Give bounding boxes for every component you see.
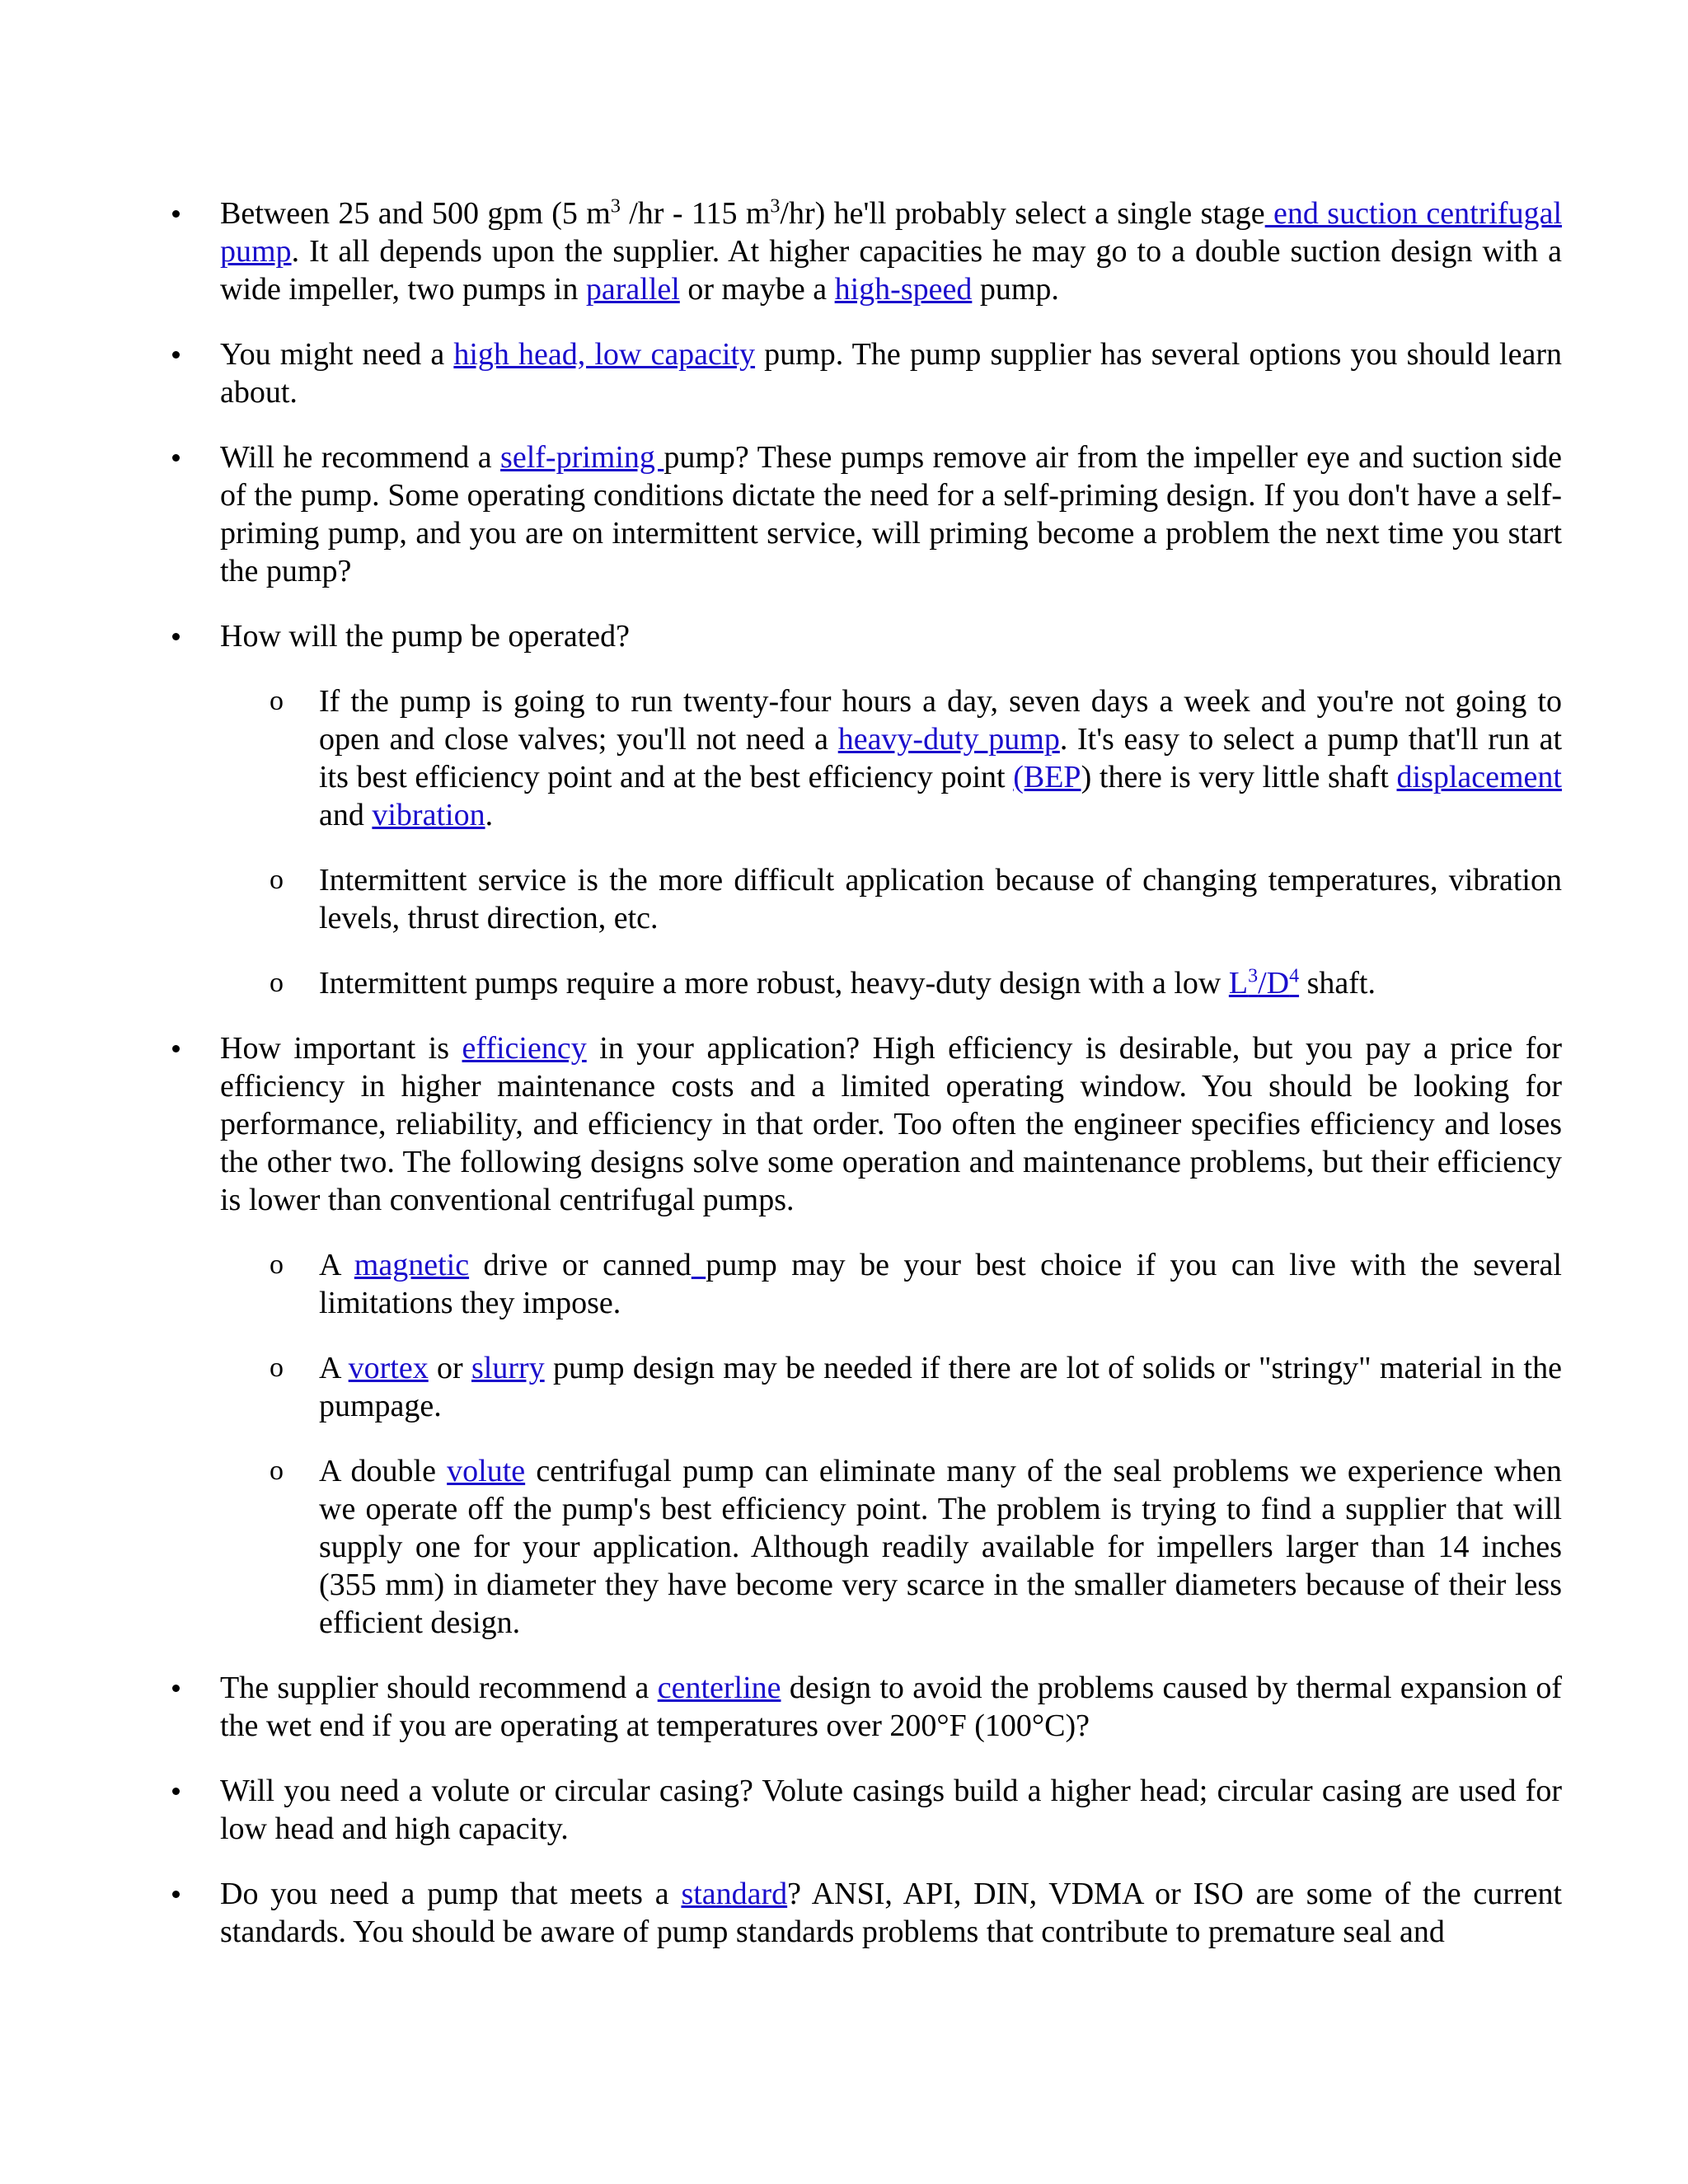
hyperlink[interactable]: heavy-duty pump: [837, 722, 1060, 757]
list-item-text: [220, 1774, 1562, 1846]
hyperlink[interactable]: magnetic: [354, 1248, 470, 1282]
hyperlink[interactable]: efficiency: [462, 1031, 587, 1066]
bullet-disc-icon: [172, 1045, 180, 1052]
hyperlink[interactable]: volute: [447, 1454, 526, 1488]
text-run: ? ANSI, API, DIN, VDMA or ISO are some of the current standards. You should be aware of pump standards problems that contribute to premature seal and: [220, 1877, 1562, 1949]
sub-list-item: [169, 1452, 1562, 1642]
hyperlink-superscript[interactable]: [1289, 966, 1299, 1001]
bullet-disc-icon: [172, 1891, 180, 1898]
list-item-text: [220, 1877, 1562, 1949]
list-item-text: [220, 1031, 1562, 1217]
text-run: .: [485, 798, 494, 832]
text-run: pump may be your best choice if you can live with the several limitations they impose.: [319, 1248, 1562, 1320]
text-run: Do you need a pump that meets a: [220, 1877, 682, 1911]
text-run: Between 25 and 500 gpm (5 m: [220, 196, 611, 231]
text-run: If the pump is going to run twenty-four hours a day, seven days a week and you're not going to open and close valves; you'll not need a: [319, 684, 1562, 757]
list-item: [169, 1669, 1562, 1745]
list-item-text: [220, 440, 1562, 588]
hyperlink[interactable]: L: [1228, 966, 1249, 1001]
circle-bullet-icon: o: [270, 686, 284, 716]
text-run: Will you need a volute or circular casing? Volute casings build a higher head; circular casing are used for low head and high capacity.: [220, 1774, 1562, 1846]
bullet-disc-icon: [172, 210, 180, 218]
circle-bullet-icon: o: [270, 1455, 284, 1486]
sub-list-item-text: [319, 684, 1562, 832]
sub-list-item-text: [319, 966, 1376, 1001]
text-run: A: [319, 1248, 354, 1282]
list-item-text: [220, 1671, 1562, 1743]
hyperlink[interactable]: end suction centrifugal pump: [220, 196, 1563, 269]
text-run: How important is: [220, 1031, 462, 1066]
list-item: [169, 335, 1562, 411]
sub-list-item: [169, 861, 1562, 937]
hyperlink[interactable]: centerline: [657, 1671, 781, 1705]
text-run: pump.: [972, 272, 1059, 307]
text-run: . It's easy to select a pump that'll run at its best efficiency point and at the best efficiency point: [319, 722, 1562, 794]
list-item-text: [220, 619, 630, 654]
text-run: Intermittent pumps require a more robust, heavy-duty design with a low: [319, 966, 1229, 1001]
text-run: pump? These pumps remove air from the impeller eye and suction side of the pump. Some operating conditions dictate the need for a self-priming design. If you don't have a self-priming pump, and you are on intermittent service, will priming become a problem the next time you start the pump?: [220, 440, 1562, 588]
text-run: pump design may be needed if there are lot of solids or "stringy" material in the pumpage.: [319, 1351, 1562, 1423]
sub-list-item-text: [319, 1248, 1562, 1320]
sub-bullet-list: [220, 682, 1562, 1002]
text-run: How will the pump be operated?: [220, 619, 631, 654]
sub-list-item-text: [319, 1454, 1562, 1640]
sub-list-item-text: [319, 863, 1562, 935]
hyperlink[interactable]: vibration: [372, 798, 485, 832]
text-run: or maybe a: [679, 272, 835, 307]
list-item: [169, 1029, 1562, 1642]
hyperlink[interactable]: high-speed: [834, 272, 973, 307]
text-run: A: [319, 1351, 349, 1385]
hyperlink[interactable]: /D: [1258, 966, 1290, 1001]
list-item-text: [220, 196, 1562, 307]
text-run: in your application? High efficiency is desirable, but you pay a price for efficiency in higher maintenance costs and a limited operating window. You should be looking for performance, reliability, and efficiency in that order. Too often the engineer specifies efficiency and loses the other two. The following designs solve some operation and maintenance problems, but their efficiency is lower than conventional centrifugal pumps.: [220, 1031, 1562, 1217]
superscript: 3: [770, 195, 781, 218]
document-body: [169, 194, 1562, 1978]
text-run: drive or canned: [469, 1248, 692, 1282]
circle-bullet-icon: o: [270, 1352, 284, 1383]
text-run: centrifugal pump can eliminate many of the seal problems we experience when we operate off the pump's best efficiency point. The problem is trying to find a supplier that will supply one for your application. Although readily available for impellers larger than 14 inches (355 mm) in diameter they have become very scarce in the smaller diameters because of their less efficient design.: [319, 1454, 1562, 1640]
text-run: shaft.: [1299, 966, 1376, 1001]
text-run: Intermittent service is the more difficult application because of changing temperatures, vibration levels, thrust direction, etc.: [319, 863, 1562, 935]
list-item: [169, 1875, 1562, 1951]
text-run: . It all depends upon the supplier. At higher capacities he may go to a double suction design with a wide impeller, two pumps in: [220, 234, 1562, 307]
sub-bullet-list: [220, 1246, 1562, 1642]
hyperlink[interactable]: [692, 1248, 706, 1282]
sub-list-item: [169, 1349, 1562, 1425]
superscript: 3: [610, 195, 621, 218]
text-run: or: [428, 1351, 472, 1385]
hyperlink[interactable]: displacement: [1396, 760, 1562, 794]
hyperlink[interactable]: vortex: [348, 1351, 429, 1385]
superscript: 4: [1289, 965, 1300, 987]
text-run: ) there is very little shaft: [1081, 760, 1397, 794]
bullet-disc-icon: [172, 1685, 180, 1692]
list-item-text: [220, 337, 1562, 410]
bullet-list: [169, 194, 1562, 1951]
text-run: design to avoid the problems caused by thermal expansion of the wet end if you are operating at temperatures over 200°F (100°C)?: [220, 1671, 1562, 1743]
hyperlink-superscript[interactable]: [1248, 966, 1258, 1001]
text-run: and: [319, 798, 373, 832]
hyperlink[interactable]: parallel: [585, 272, 680, 307]
sub-list-item-text: [319, 1351, 1562, 1423]
sub-list-item: [169, 964, 1562, 1002]
bullet-disc-icon: [172, 633, 180, 640]
sub-list-item: [169, 1246, 1562, 1322]
circle-bullet-icon: o: [270, 865, 284, 895]
hyperlink[interactable]: standard: [681, 1877, 788, 1911]
text-run: /hr - 115 m: [620, 196, 771, 231]
bullet-disc-icon: [172, 1788, 180, 1795]
list-item: [169, 1772, 1562, 1848]
text-run: pump. The pump supplier has several options you should learn about.: [220, 337, 1562, 410]
bullet-disc-icon: [172, 351, 180, 359]
list-item: [169, 194, 1562, 308]
circle-bullet-icon: o: [270, 968, 284, 998]
bullet-disc-icon: [172, 454, 180, 462]
list-item: [169, 617, 1562, 1002]
text-run: /hr) he'll probably select a single stage: [780, 196, 1265, 231]
superscript: 3: [1248, 965, 1259, 987]
text-run: Will he recommend a: [220, 440, 501, 475]
hyperlink[interactable]: slurry: [471, 1351, 545, 1385]
text-run: The supplier should recommend a: [220, 1671, 658, 1705]
text-run: You might need a: [220, 337, 454, 372]
circle-bullet-icon: o: [270, 1249, 284, 1280]
hyperlink[interactable]: (BEP: [1013, 760, 1081, 794]
list-item: [169, 438, 1562, 590]
hyperlink[interactable]: high head, low capacity: [453, 337, 756, 372]
text-run: A double: [319, 1454, 448, 1488]
sub-list-item: [169, 682, 1562, 834]
hyperlink[interactable]: self-priming: [500, 440, 664, 475]
